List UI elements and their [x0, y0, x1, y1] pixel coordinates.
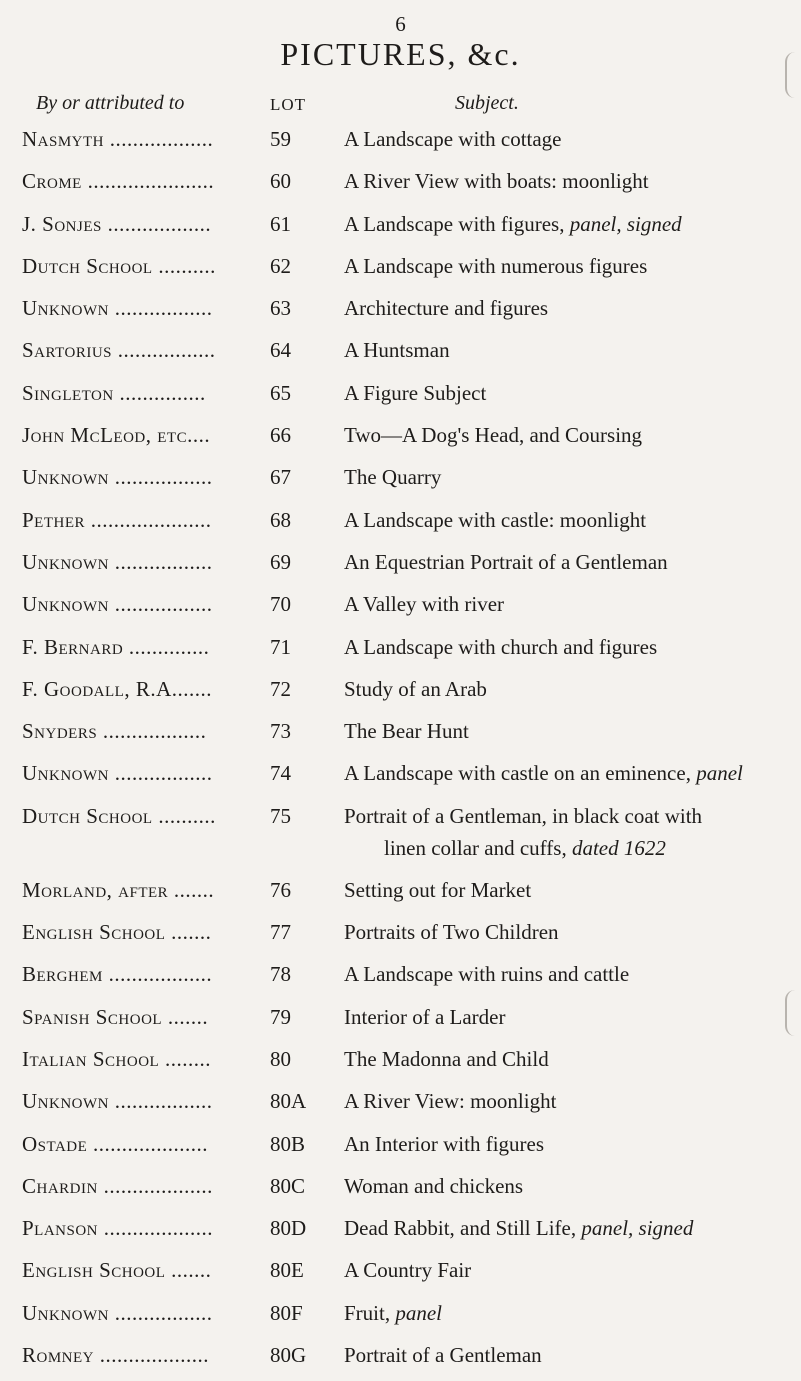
- subject-title: Dead Rabbit, and Still Life,: [344, 1216, 577, 1241]
- catalogue-row: [0, 250, 801, 292]
- subject-title: A Landscape with numerous figures: [344, 253, 648, 278]
- lot-number: 74: [270, 761, 291, 786]
- lot-number: 69: [270, 549, 291, 574]
- artist-name: Morland, after .......: [22, 877, 215, 902]
- catalogue-row: [0, 377, 801, 419]
- subject-title: A Landscape with church and figures: [344, 634, 658, 659]
- artist-name: Nasmyth ..................: [22, 127, 214, 151]
- artist-name: Unknown .................: [22, 296, 213, 321]
- subject-title: Portrait of a Gentleman, in black coat with: [344, 803, 703, 828]
- catalogue-row: [0, 1339, 801, 1381]
- lot-number: 80F: [270, 1300, 303, 1325]
- subject-text: [344, 1212, 784, 1244]
- subject-title: Fruit,: [344, 1300, 391, 1325]
- subject-text: [344, 546, 784, 578]
- lot-number: 68: [270, 507, 291, 532]
- subject-date: dated 1622: [571, 835, 666, 860]
- subject-note: panel: [696, 761, 743, 786]
- catalogue-row: [0, 1043, 801, 1085]
- subject-title: Setting out for Market: [344, 877, 532, 902]
- lot-number: 80B: [270, 1131, 306, 1156]
- catalogue-row: [0, 1001, 801, 1043]
- subject-text: [344, 800, 784, 864]
- subject-text: [344, 292, 784, 324]
- subject-text: [344, 631, 784, 663]
- lot-number: 80G: [270, 1343, 307, 1368]
- subject-text: [344, 1001, 784, 1033]
- subject-text: [344, 958, 784, 990]
- lot-number: 60: [270, 169, 291, 194]
- page-title: PICTURES, &c.: [280, 36, 521, 72]
- catalogue-row: [0, 461, 801, 503]
- catalogue-row: [0, 800, 801, 874]
- lot-number: 79: [270, 1004, 291, 1029]
- subject-title: A Landscape with figures,: [344, 211, 565, 236]
- subject-text: [344, 419, 784, 451]
- subject-text: [344, 250, 784, 282]
- subject-text: [344, 208, 784, 240]
- lot-number: 76: [270, 877, 291, 902]
- lot-number: 63: [270, 296, 291, 321]
- catalogue-row: [0, 123, 801, 165]
- subject-text: [344, 504, 784, 536]
- catalogue-row: [0, 916, 801, 958]
- lot-number: 70: [270, 592, 291, 617]
- lot-number: 65: [270, 380, 291, 405]
- artist-name: English School .......: [22, 920, 212, 945]
- subject-title: A Landscape with cottage: [344, 127, 562, 151]
- page-edge-mark: [785, 52, 801, 98]
- artist-name: Unknown .................: [22, 1300, 213, 1325]
- artist-name: Italian School ........: [22, 1046, 211, 1071]
- header-lot: LOT: [270, 95, 307, 114]
- subject-title: Study of an Arab: [344, 676, 487, 701]
- catalogue-row: [0, 1085, 801, 1127]
- lot-number: 77: [270, 920, 291, 945]
- subject-title: Interior of a Larder: [344, 1004, 506, 1029]
- catalogue-row: [0, 292, 801, 334]
- catalogue-row: [0, 673, 801, 715]
- lot-number: 78: [270, 962, 291, 987]
- catalogue-row: [0, 1297, 801, 1339]
- subject-text: [344, 916, 784, 948]
- subject-text: [344, 123, 784, 155]
- catalogue-row: [0, 504, 801, 546]
- artist-name: Unknown .................: [22, 592, 213, 617]
- catalogue-row: [0, 419, 801, 461]
- header-subject: Subject.: [455, 92, 519, 114]
- subject-text: [344, 588, 784, 620]
- subject-text: [344, 1128, 784, 1160]
- subject-text: [344, 757, 784, 789]
- subject-title: A Landscape with castle: moonlight: [344, 507, 647, 532]
- catalogue-row: [0, 631, 801, 673]
- subject-note: panel, signed: [569, 211, 682, 236]
- subject-title: A Valley with river: [344, 592, 505, 617]
- catalogue-row: [0, 1128, 801, 1170]
- subject-title: A River View: moonlight: [344, 1089, 557, 1114]
- subject-note: panel: [395, 1300, 442, 1325]
- lot-number: 59: [270, 127, 291, 151]
- catalogue-row: [0, 1212, 801, 1254]
- artist-name: Singleton ...............: [22, 380, 206, 405]
- subject-title: Two—A Dog's Head, and Coursing: [344, 423, 643, 448]
- subject-text: [344, 1170, 784, 1202]
- subject-title: An Interior with figures: [344, 1131, 545, 1156]
- lot-number: 80E: [270, 1258, 304, 1283]
- subject-text: [344, 165, 784, 197]
- subject-text: [344, 1043, 784, 1075]
- lot-number: 66: [270, 423, 291, 448]
- subject-title: The Quarry: [344, 465, 442, 490]
- lot-number: 75: [270, 803, 291, 828]
- catalogue-row: [0, 715, 801, 757]
- artist-name: F. Goodall, R.A.......: [22, 676, 212, 701]
- catalogue-row: [0, 958, 801, 1000]
- catalogue-row: [0, 588, 801, 630]
- subject-continuation-text: linen collar and cuffs,: [384, 835, 567, 860]
- artist-name: Snyders ..................: [22, 719, 207, 744]
- catalogue-row: [0, 208, 801, 250]
- lot-number: 67: [270, 465, 291, 490]
- artist-name: Unknown .................: [22, 761, 213, 786]
- subject-title: The Madonna and Child: [344, 1046, 549, 1071]
- header-artist: By or attributed to: [36, 92, 185, 114]
- lot-number: 73: [270, 719, 291, 744]
- catalogue-row: [0, 334, 801, 376]
- subject-text: [344, 1085, 784, 1117]
- catalogue-list: [0, 123, 801, 1381]
- subject-title: A Huntsman: [344, 338, 450, 363]
- lot-number: 72: [270, 676, 291, 701]
- subject-text: [344, 1297, 784, 1329]
- artist-name: Sartorius .................: [22, 338, 216, 363]
- artist-name: J. Sonjes ..................: [22, 211, 212, 236]
- catalogue-row: [0, 1254, 801, 1296]
- subject-title: A Figure Subject: [344, 380, 487, 405]
- subject-title: A Landscape with castle on an eminence,: [344, 761, 691, 786]
- artist-name: Planson ...................: [22, 1216, 214, 1241]
- lot-number: 71: [270, 634, 291, 659]
- subject-text: [344, 377, 784, 409]
- catalogue-row: [0, 874, 801, 916]
- artist-name: Chardin ...................: [22, 1173, 213, 1198]
- lot-number: 62: [270, 253, 291, 278]
- subject-title: The Bear Hunt: [344, 719, 469, 744]
- subject-text: [344, 461, 784, 493]
- artist-name: Berghem ..................: [22, 962, 213, 987]
- lot-number: 80: [270, 1046, 291, 1071]
- subject-title: Woman and chickens: [344, 1173, 524, 1198]
- subject-text: [344, 1254, 784, 1286]
- catalogue-row: [0, 1170, 801, 1212]
- subject-title: A Landscape with ruins and cattle: [344, 962, 630, 987]
- artist-name: Unknown .................: [22, 549, 213, 574]
- artist-name: Unknown .................: [22, 465, 213, 490]
- artist-name: Pether .....................: [22, 507, 212, 532]
- subject-title: Portrait of a Gentleman: [344, 1343, 542, 1368]
- lot-number: 61: [270, 211, 291, 236]
- lot-number: 80A: [270, 1089, 307, 1114]
- subject-note: panel, signed: [581, 1216, 694, 1241]
- artist-name: John McLeod, etc....: [22, 423, 211, 448]
- artist-name: Spanish School .......: [22, 1004, 209, 1029]
- artist-name: English School .......: [22, 1258, 212, 1283]
- subject-continuation: [344, 832, 784, 864]
- artist-name: Ostade ....................: [22, 1131, 209, 1156]
- artist-name: Crome ......................: [22, 169, 215, 194]
- column-headers: [0, 92, 801, 120]
- subject-text: [344, 874, 784, 906]
- catalogue-row: [0, 757, 801, 799]
- lot-number: 80D: [270, 1216, 307, 1241]
- lot-number: 80C: [270, 1173, 306, 1198]
- artist-name: Romney ...................: [22, 1343, 210, 1368]
- lot-number: 64: [270, 338, 291, 363]
- subject-title: Architecture and figures: [344, 296, 549, 321]
- catalogue-row: [0, 165, 801, 207]
- artist-name: Unknown .................: [22, 1089, 213, 1114]
- subject-text: [344, 1339, 784, 1371]
- page-number: 6: [395, 12, 406, 36]
- subject-text: [344, 673, 784, 705]
- artist-name: Dutch School ..........: [22, 803, 216, 828]
- catalogue-row: [0, 546, 801, 588]
- artist-name: F. Bernard ..............: [22, 634, 210, 659]
- subject-title: A Country Fair: [344, 1258, 472, 1283]
- subject-text: [344, 715, 784, 747]
- subject-title: A River View with boats: moonlight: [344, 169, 649, 194]
- page-edge-mark: [785, 990, 801, 1036]
- subject-title: Portraits of Two Children: [344, 920, 559, 945]
- artist-name: Dutch School ..........: [22, 253, 216, 278]
- subject-text: [344, 334, 784, 366]
- subject-title: An Equestrian Portrait of a Gentleman: [344, 549, 668, 574]
